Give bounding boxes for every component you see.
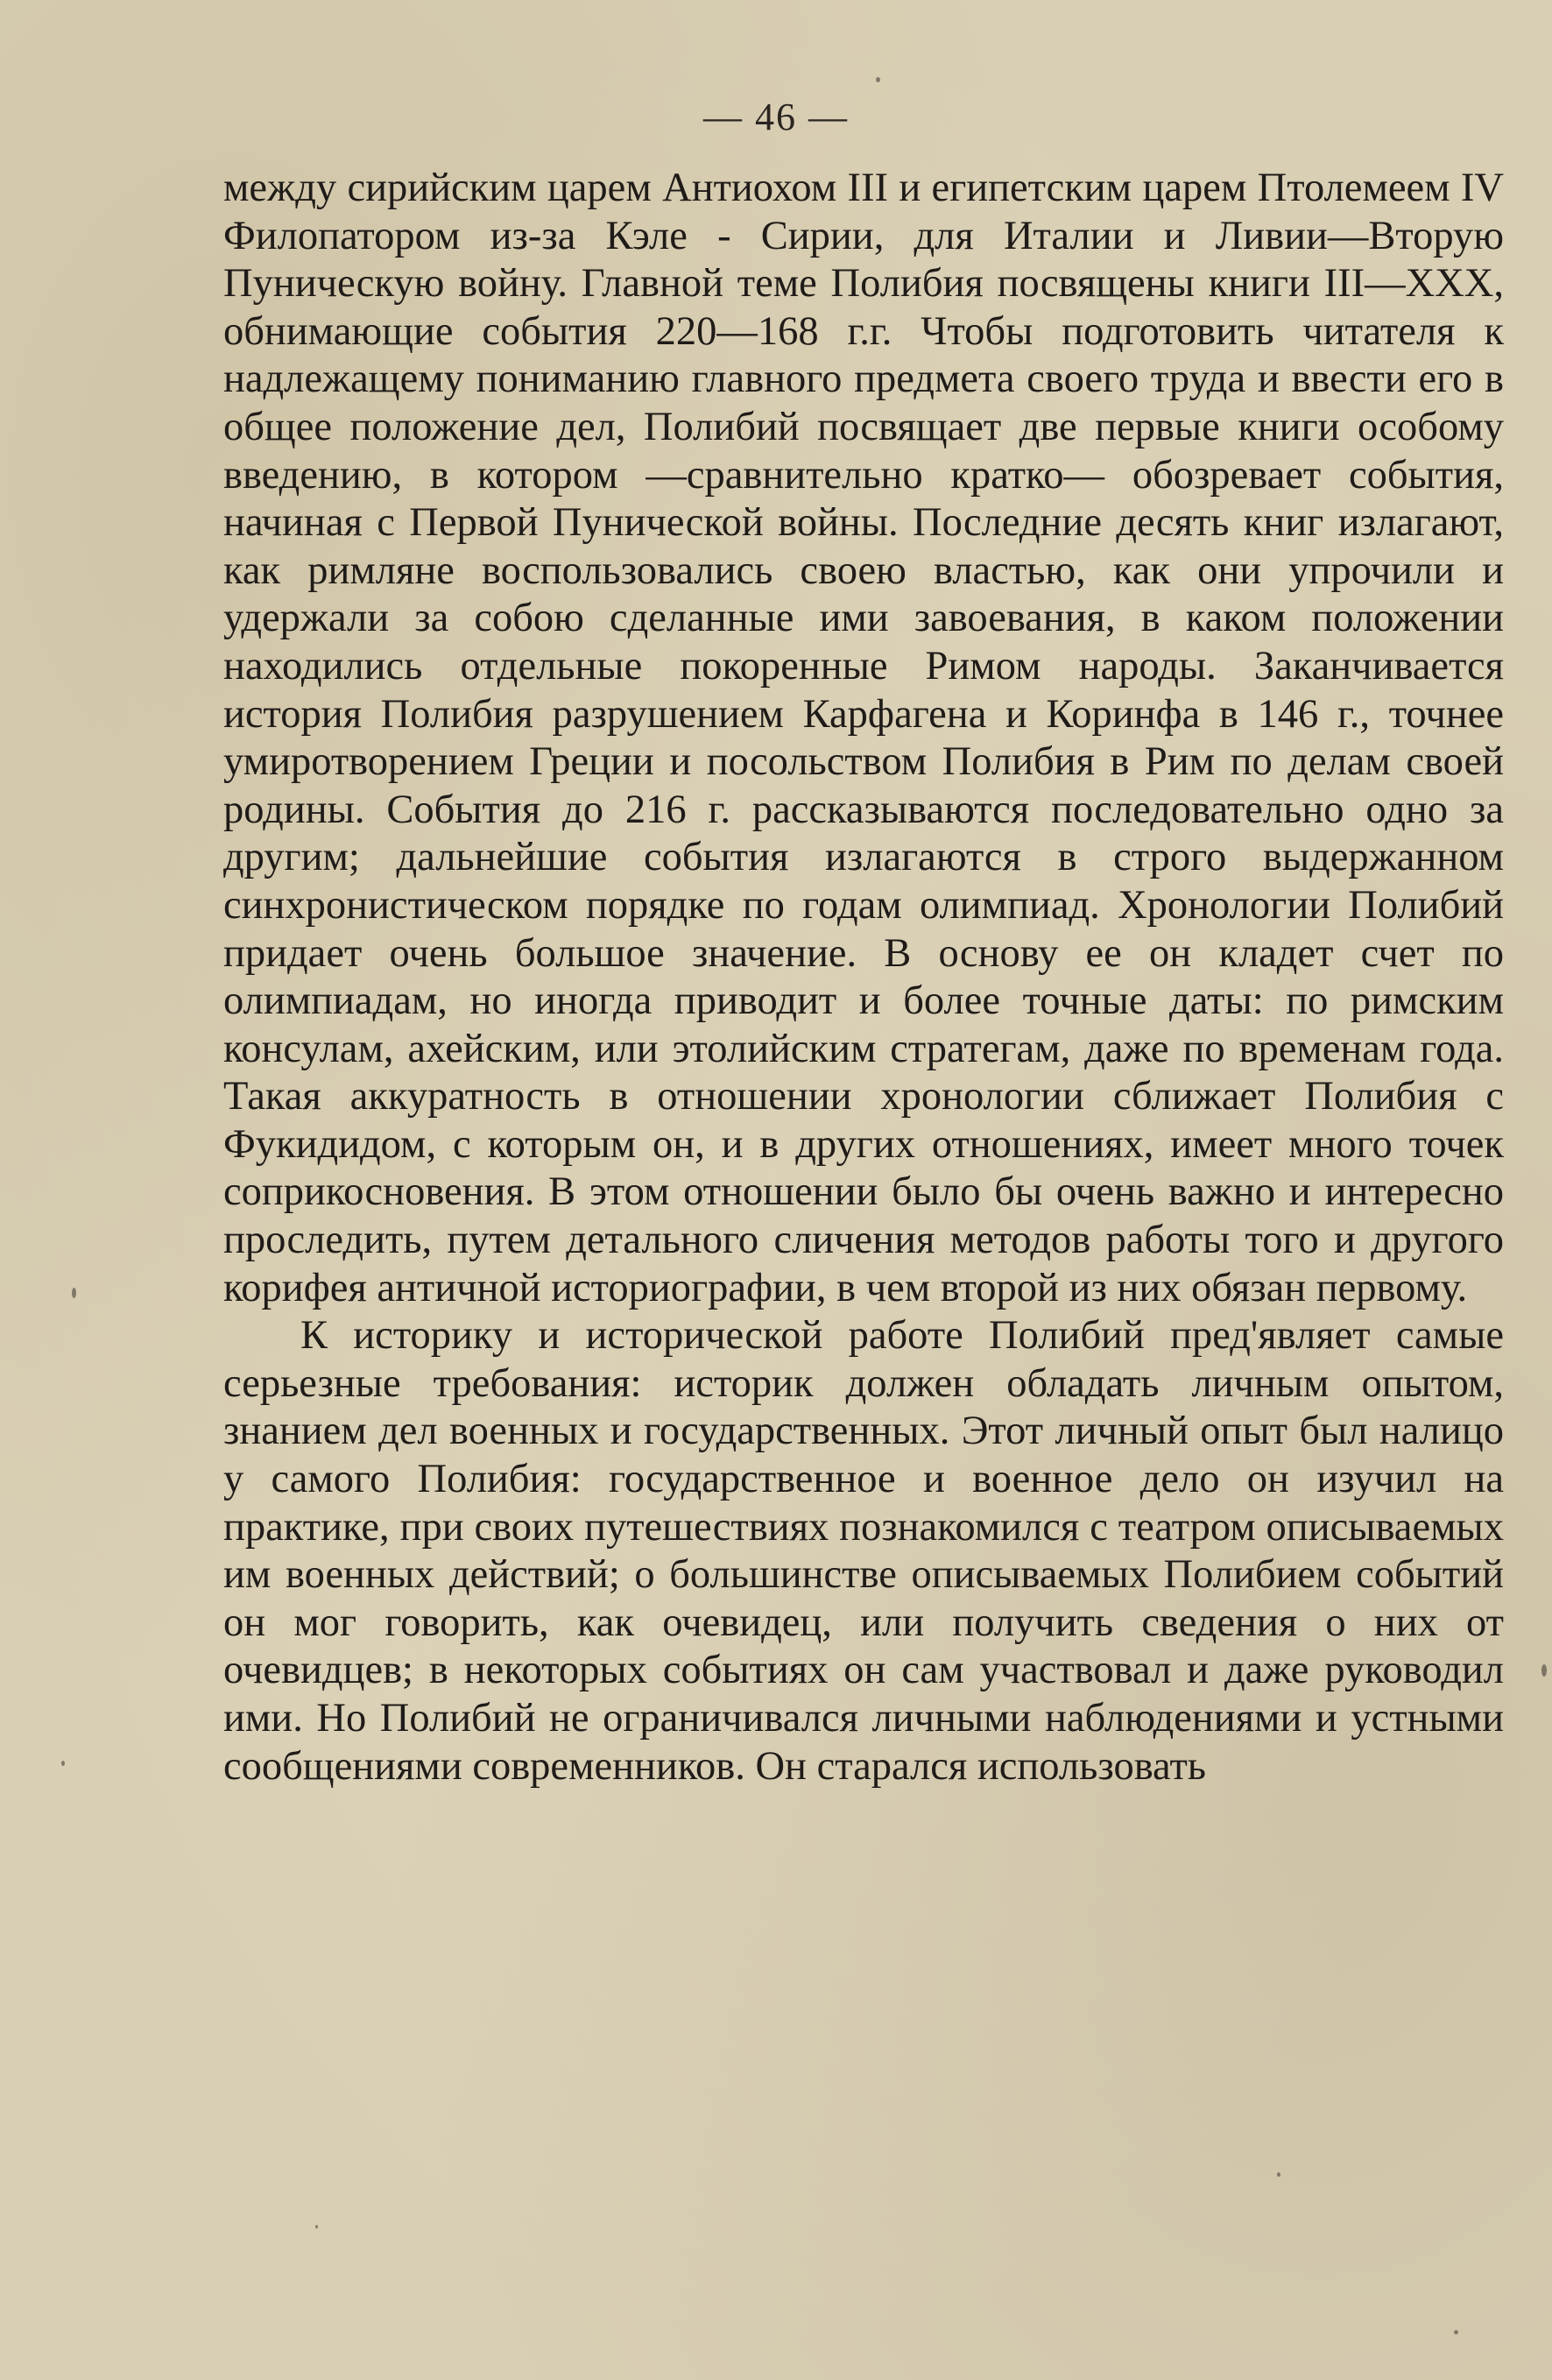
paper-speck bbox=[1454, 2330, 1458, 2334]
paragraph-1: между сирийским царем Антиохом III и египетским царем Птолемеем IV Филопатором из-за Кэле - Сирии, для Италии и Ливии—Вторую Пуническую войну. Главной теме Полибия посвящены книги III—XXX, обнимающие события 220—168 г.г. Чтобы подготовить читателя к надлежащему пониманию главного предмета своего труда и ввести его в общее положение дел, Полибий посвящает две первые книги особому введению, в котором —сравнительно кратко— обозревает события, начиная с Первой Пунической войны. Последние десять книг излагают, как римляне воспользовались своею властью, как они упрочили и удержали за собою сделанные ими завоевания, в каком положении находились отдельные покоренные Римом народы. Заканчивается история Полибия разрушением Карфагена и Коринфа в 146 г., точнее умиротворением Греции и посольством Полибия в Рим по делам своей родины. События до 216 г. рассказываются последовательно одно за другим; дальнейшие события излагаются в строго выдержанном синхронистическом порядке по годам олимпиад. Хронологии Полибий придает очень большое значение. В основу ее он кладет счет по олимпиадам, но иногда приводит и более точные даты: по римским консулам, ахейским, или этолийским стратегам, даже по временам года. Такая аккуратность в отношении хронологии сближает Полибия с Фукидидом, с которым он, и в других отношениях, имеет много точек соприкосновения. В этом отношении было бы очень важно и интересно проследить, путем детального сличения методов работы того и другого корифея античной историографии, в чем второй из них обязан первому. bbox=[223, 166, 1504, 1310]
paper-speck bbox=[61, 1761, 65, 1766]
paper-speck bbox=[315, 2225, 318, 2228]
paragraph-2: К историку и исторической работе Полибий пред'являет самые серьезные требования: историк должен обладать личным опытом, знанием дел военных и государственных. Этот личный опыт был налицо у самого Полибия: государственное и военное дело он изучил на практике, при своих путешествиях познакомился с театром описываемых им военных действий; о большинстве описываемых Полибием событий он мог говорить, как очевидец, или получить сведения о них от очевидцев; в некоторых событиях он сам участвовал и даже руководил ими. Но Полибий не ограничивался личными наблюдениями и устными сообщениями современников. Он старался использовать bbox=[223, 1313, 1504, 1789]
paper-speck bbox=[72, 1288, 76, 1298]
body-text bbox=[223, 165, 1504, 1790]
paper-speck bbox=[1541, 1664, 1547, 1677]
paper-speck bbox=[876, 77, 880, 82]
paper-speck bbox=[1277, 2172, 1280, 2177]
page-number: — 46 — bbox=[703, 95, 849, 138]
